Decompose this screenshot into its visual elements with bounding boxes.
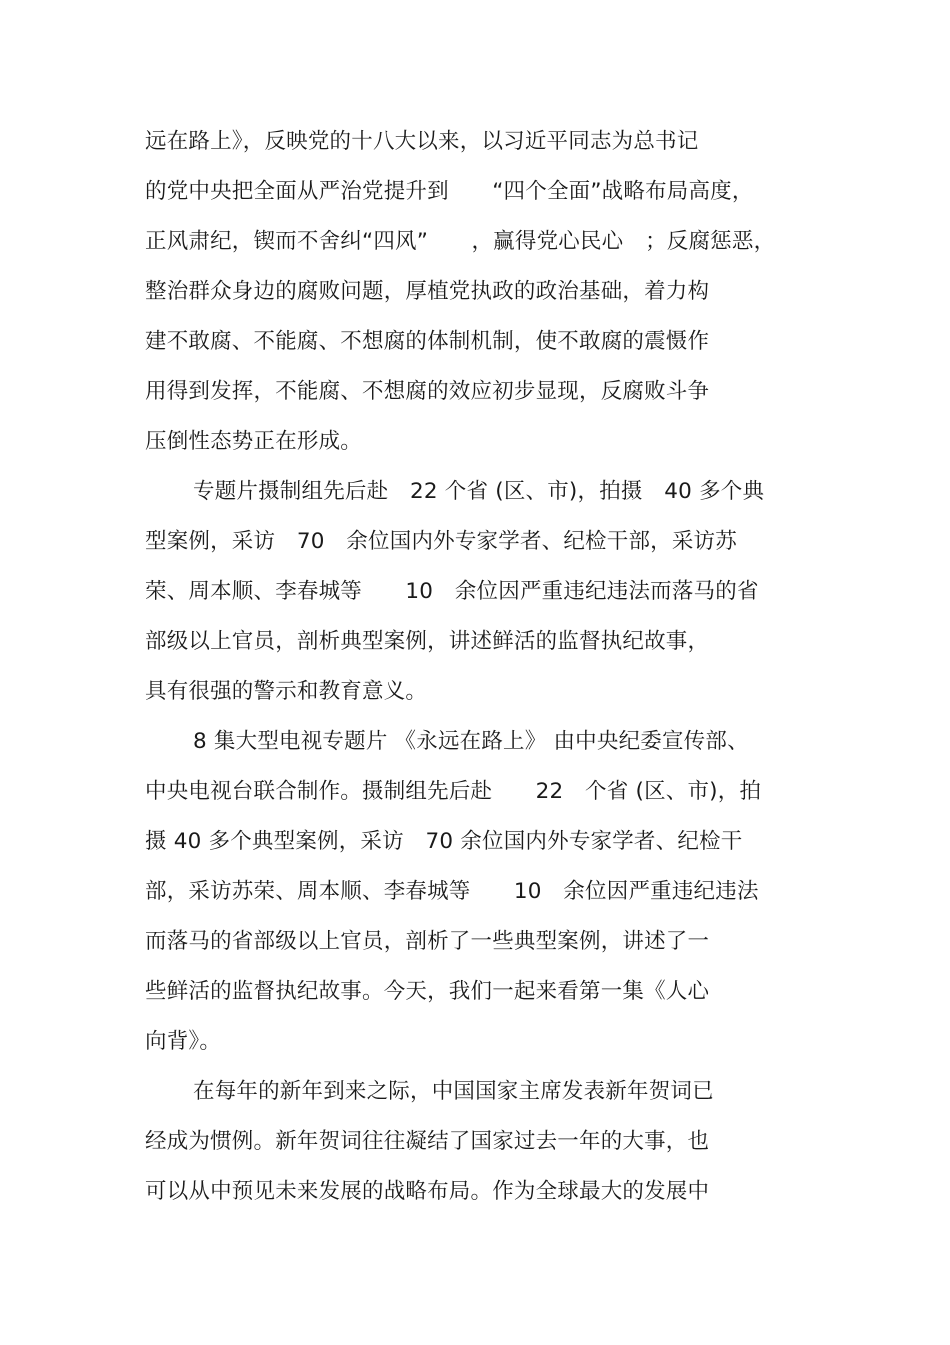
text-line: 部，采访苏荣、周本顺、李春城等 10 余位因严重违纪违法 — [145, 879, 759, 904]
paragraph-first-line: 8 集大型电视专题片 《永远在路上》 由中央纪委宣传部、 — [193, 729, 749, 754]
text-line: 可以从中预见未来发展的战略布局。作为全球最大的发展中 — [145, 1179, 710, 1204]
paragraph-first-line: 专题片摄制组先后赴 22 个省 (区、市)，拍摄 40 多个典 — [193, 479, 765, 504]
paragraph-first-line: 在每年的新年到来之际，中国国家主席发表新年贺词已 — [193, 1079, 714, 1104]
text-line: 向背》。 — [145, 1029, 222, 1054]
text-line: 的党中央把全面从严治党提升到 “四个全面”战略布局高度， — [145, 179, 754, 204]
text-line: 摄 40 多个典型案例，采访 70 余位国内外专家学者、纪检干 — [145, 829, 743, 854]
text-line: 用得到发挥，不能腐、不想腐的效应初步显现，反腐败斗争 — [145, 379, 710, 404]
text-line: 部级以上官员，剖析典型案例，讲述鲜活的监督执纪故事， — [145, 629, 710, 654]
text-line: 压倒性态势正在形成。 — [145, 429, 363, 454]
text-line: 经成为惯例。新年贺词往往凝结了国家过去一年的大事，也 — [145, 1129, 710, 1154]
text-line: 正风肃纪，锲而不舍纠“四风” ，赢得党心民心 ；反腐惩恶， — [145, 229, 776, 254]
text-line: 而落马的省部级以上官员，剖析了一些典型案例，讲述了一 — [145, 929, 710, 954]
text-line: 建不敢腐、不能腐、不想腐的体制机制，使不敢腐的震慑作 — [145, 329, 710, 354]
text-line: 中央电视台联合制作。摄制组先后赴 22 个省 (区、市)，拍 — [145, 779, 762, 804]
text-line: 远在路上》，反映党的十八大以来，以习近平同志为总书记 — [145, 129, 699, 154]
text-line: 些鲜活的监督执纪故事。今天，我们一起来看第一集《人心 — [145, 979, 710, 1004]
text-line: 型案例，采访 70 余位国内外专家学者、纪检干部，采访苏 — [145, 529, 737, 554]
text-line: 整治群众身边的腐败问题，厚植党执政的政治基础，着力构 — [145, 279, 710, 304]
text-line: 具有很强的警示和教育意义。 — [145, 679, 428, 704]
text-line: 荣、周本顺、李春城等 10 余位因严重违纪违法而落马的省 — [145, 579, 759, 604]
